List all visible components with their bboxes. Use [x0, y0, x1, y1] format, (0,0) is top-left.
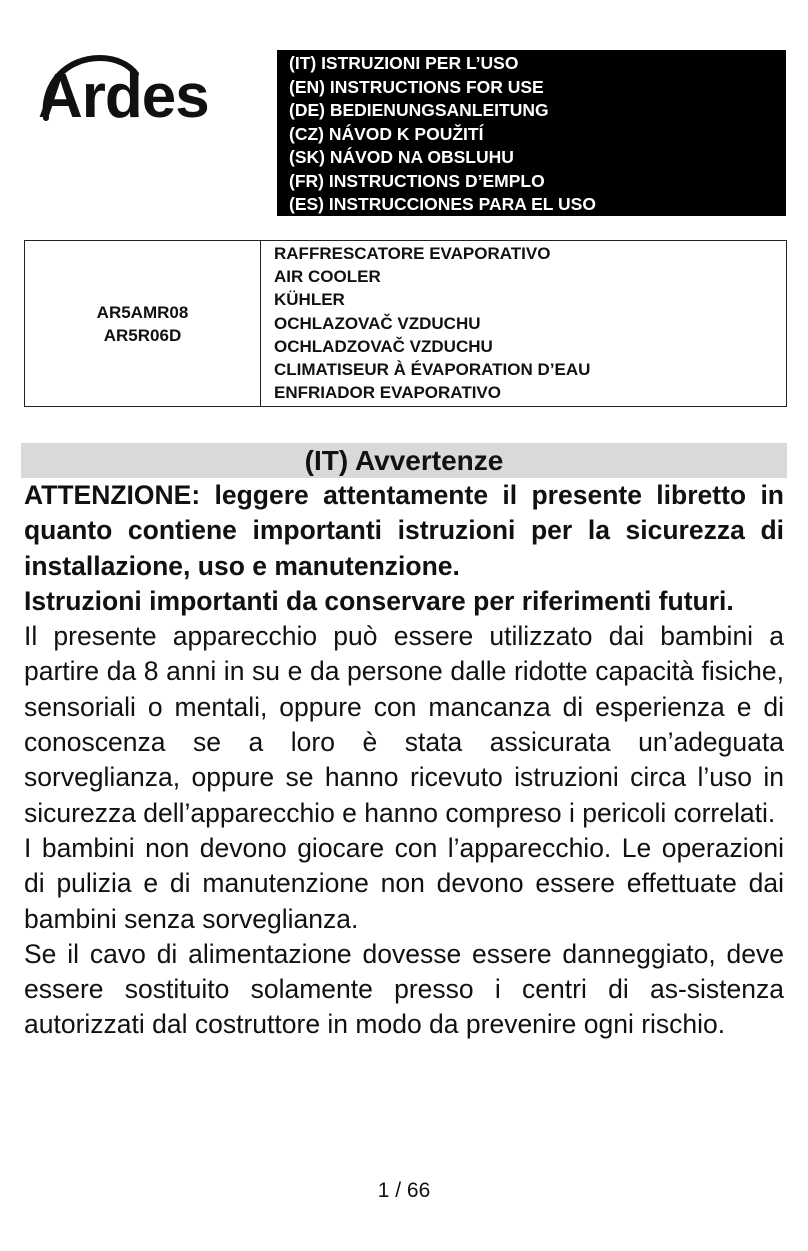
- brand-logo: [38, 52, 260, 144]
- language-list: [277, 50, 786, 216]
- product-name: ENFRIADOR EVAPORATIVO: [274, 383, 501, 403]
- language-item: (EN) INSTRUCTIONS FOR USE: [289, 76, 544, 97]
- warning-paragraph: ATTENZIONE: leggere attentamente il presente libretto in quanto contiene importanti istruzioni per la sicurezza di installazione, uso e manutenzione.: [24, 480, 784, 581]
- language-item: (ES) INSTRUCCIONES PARA EL USO: [289, 194, 596, 214]
- model-code: AR5R06D: [103, 325, 182, 345]
- brand-name: Ardes: [38, 62, 209, 131]
- warning-paragraph: Se il cavo di alimentazione dovesse essere danneggiato, deve essere sostituito solamente presso i centri di as-sistenza autorizzati dal costruttore in modo da prevenire ogni rischio.: [24, 938, 784, 1040]
- product-name: CLIMATISEUR À ÉVAPORATION D’EAU: [274, 360, 591, 380]
- product-name: OCHLADZOVAČ VZDUCHU: [274, 336, 493, 356]
- product-name-cell: [261, 241, 787, 407]
- warnings-body: [24, 478, 784, 1043]
- language-item: (FR) INSTRUCTIONS D’EMPLO: [289, 170, 545, 191]
- language-item: (SK) NÁVOD NA OBSLUHU: [289, 147, 514, 167]
- warning-paragraph: Il presente apparecchio può essere utilizzato dai bambini a partire da 8 anni in su e da persone dalle ridotte capacità fisiche, sensoriali o mentali, oppure con mancanza di esperienza e di conoscenza se a loro è stata assicurata un’adeguata sorveglianza, oppure se hanno ricevuto istruzioni circa l’uso in sicurezza dell’apparecchio e hanno compreso i pericoli correlati.: [24, 621, 784, 828]
- section-title: (IT) Avvertenze: [21, 443, 787, 478]
- warning-paragraph: Istruzioni importanti da conservare per riferimenti futuri.: [24, 585, 734, 616]
- language-item: (DE) BEDIENUNGSANLEITUNG: [289, 100, 549, 120]
- product-name: AIR COOLER: [274, 267, 381, 287]
- language-item: (IT) ISTRUZIONI PER L’USO: [289, 53, 519, 73]
- language-item: (CZ) NÁVOD K POUŽITÍ: [289, 123, 484, 144]
- model-code: AR5AMR08: [96, 302, 189, 322]
- product-name: OCHLAZOVAČ VZDUCHU: [274, 313, 481, 333]
- product-name: RAFFRESCATORE EVAPORATIVO: [274, 244, 551, 263]
- model-table: [24, 240, 787, 407]
- model-cell: [25, 241, 261, 407]
- product-name: KÜHLER: [274, 290, 345, 310]
- page-number: 1 / 66: [377, 1179, 431, 1202]
- warning-paragraph: I bambini non devono giocare con l’apparecchio. Le operazioni di pulizia e di manutenzione non devono essere effettuate dai bambini senza sorveglianza.: [24, 832, 784, 934]
